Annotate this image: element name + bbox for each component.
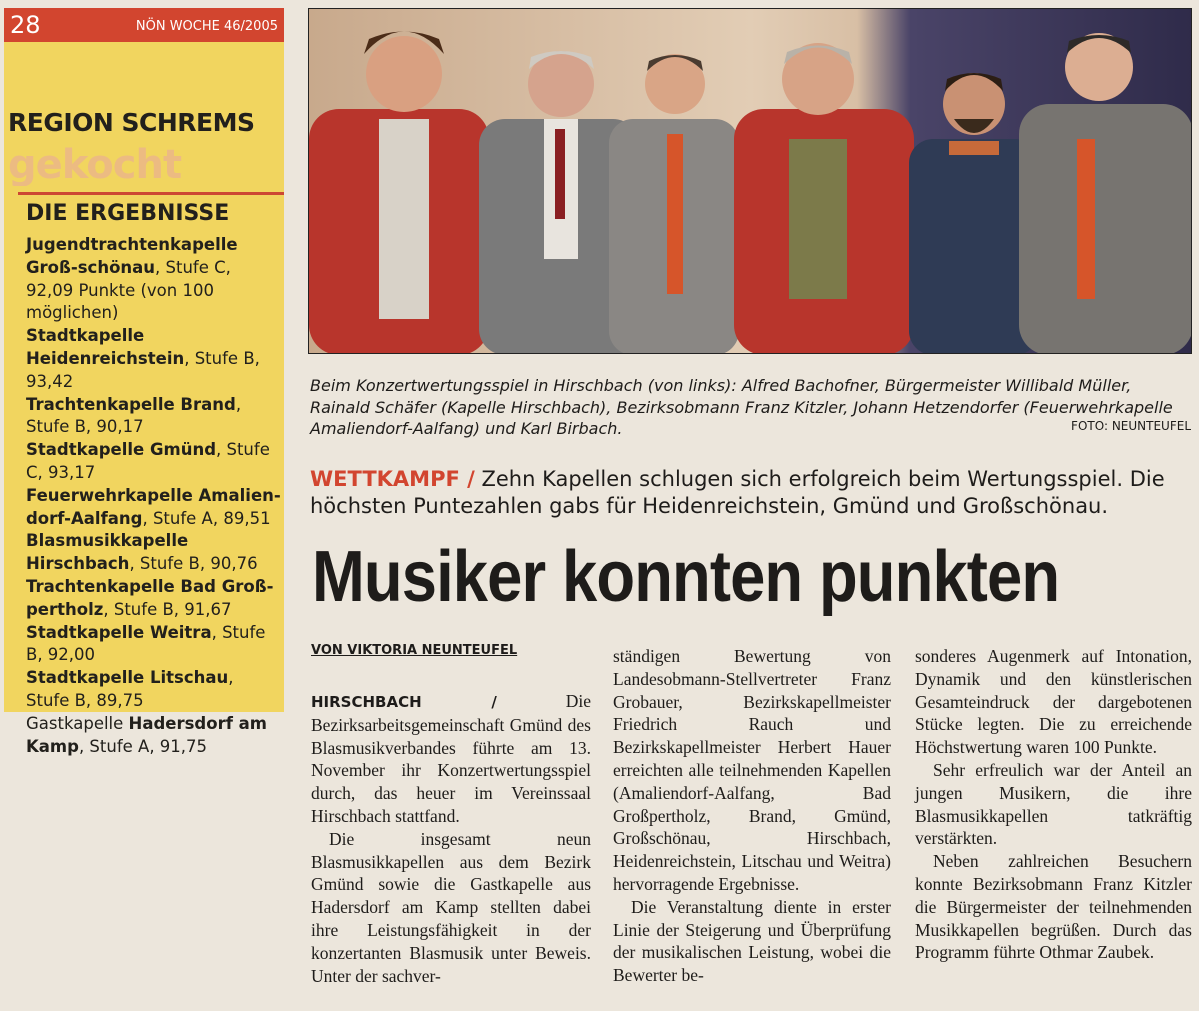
list-item: Stadtkapelle Litschau, Stufe B, 89,75 (26, 668, 234, 710)
article-kicker: WETTKAMPF / (310, 467, 475, 491)
paragraph: HIRSCHBACH / Die Bezirksarbeitsgemeinschaft Gmünd des Blasmusikverbandes führte am 13. November ihr Konzertwertungsspiel durch, das heuer im Vereinssaal Hirschbach stattfand. (311, 691, 592, 826)
list-item: Stadtkapelle Gmünd, Stufe C, 93,17 (26, 440, 270, 482)
article-column-3 (915, 645, 1192, 964)
dateline: HIRSCHBACH / (311, 693, 497, 711)
list-item: Trachtenkapelle Bad Groß-pertholz, Stufe B, 91,67 (26, 576, 274, 619)
paragraph: Die Veranstaltung diente in erster Linie der Steigerung und Überprüfung der musikalischen Leistung, wobei die Bewerter be- (613, 896, 891, 986)
paragraph: Sehr erfreulich war der Anteil an jungen Musikern, die ihre Blasmusikkapellen tatkräftig verstärkten. (915, 759, 1192, 849)
photo-caption: Beim Konzertwertungsspiel in Hirschbach (von links): Alfred Bachofner, Bürgermeister Willibald Müller, Rainald Schäfer (Kapelle Hirschbach), Bezirksobmann Franz Kitzler, Johann Hetzendorfer (Feuerwehrkapelle Amaliendorf-Aalfang) und Karl Birbach. (310, 376, 1173, 438)
list-item: Gastkapelle Hadersdorf am Kamp, Stufe A, 91,75 (26, 713, 267, 756)
bleed-through-decoration: gekocht (8, 142, 182, 186)
headline: Musiker konnten punkten (312, 537, 1060, 617)
article-deck (310, 466, 1170, 520)
list-item: Feuerwehrkapelle Amalien-dorf-Aalfang, Stufe A, 89,51 (26, 485, 281, 528)
list-item: Stadtkapelle Weitra, Stufe B, 92,00 (26, 622, 266, 665)
paragraph: ständigen Bewertung von Landesobmann-Stellvertreter Franz Grobauer, Bezirkskapellmeister Friedrich Rauch und Bezirkskapellmeister Herbert Hauer erreichten alle teilnehmenden Kapellen (Amaliendorf-Aalfang, Bad Großpertholz, Brand, Gmünd, Großschönau, Hirschbach, Heidenreichstein, Litschau und Weitra) hervorragende Ergebnisse. (613, 646, 891, 894)
paragraph: Die insgesamt neun Blasmusikkapellen aus dem Bezirk Gmünd sowie die Gastkapelle aus Hadersdorf am Kamp stellten dabei ihre Leistungsfähigkeit in der konzertanten Blasmusik unter Beweis. Unter der sachver- (311, 828, 591, 986)
list-item: Stadtkapelle Heidenreichstein, Stufe B, 93,42 (26, 326, 260, 391)
results-list (26, 234, 282, 758)
article-column-1 (311, 690, 591, 987)
photo-credit: FOTO: NEUNTEUFEL (1071, 419, 1191, 433)
page-number: 28 (4, 8, 46, 42)
divider (18, 192, 284, 195)
photo-illustration (309, 9, 1192, 354)
article-column-2 (613, 645, 891, 987)
region-title: REGION SCHREMS (8, 108, 255, 137)
list-item: Jugendtrachtenkapelle Groß-schönau, Stufe C, 92,09 Punkte (von 100 möglichen) (26, 235, 238, 323)
list-item: Blasmusikkapelle Hirschbach, Stufe B, 90,76 (26, 531, 258, 574)
list-item: Trachtenkapelle Brand, Stufe B, 90,17 (26, 394, 242, 437)
paragraph: Neben zahlreichen Besuchern konnte Bezirksobmann Franz Kitzler die Bürgermeister der teilnehmenden Musikkapellen begrüßen. Durch das Programm führte Othmar Zaubek. (915, 851, 1192, 963)
results-title: DIE ERGEBNISSE (26, 201, 230, 226)
paragraph: sonderes Augenmerk auf Intonation, Dynamik und den künstlerischen Gesamteindruck der dargebotenen Stücke legten. Die zu erreichende Höchstwertung waren 100 Punkte. (915, 646, 1192, 758)
deck-text: Zehn Kapellen schlugen sich erfolgreich beim Wertungsspiel. Die höchsten Puntezahlen gabs für Heidenreichstein, Gmünd und Großschönau. (310, 467, 1165, 518)
byline: VON VIKTORIA NEUNTEUFEL (311, 643, 518, 658)
group-photo (308, 8, 1192, 354)
publication-header: NÖN WOCHE 46/2005 (46, 8, 284, 42)
